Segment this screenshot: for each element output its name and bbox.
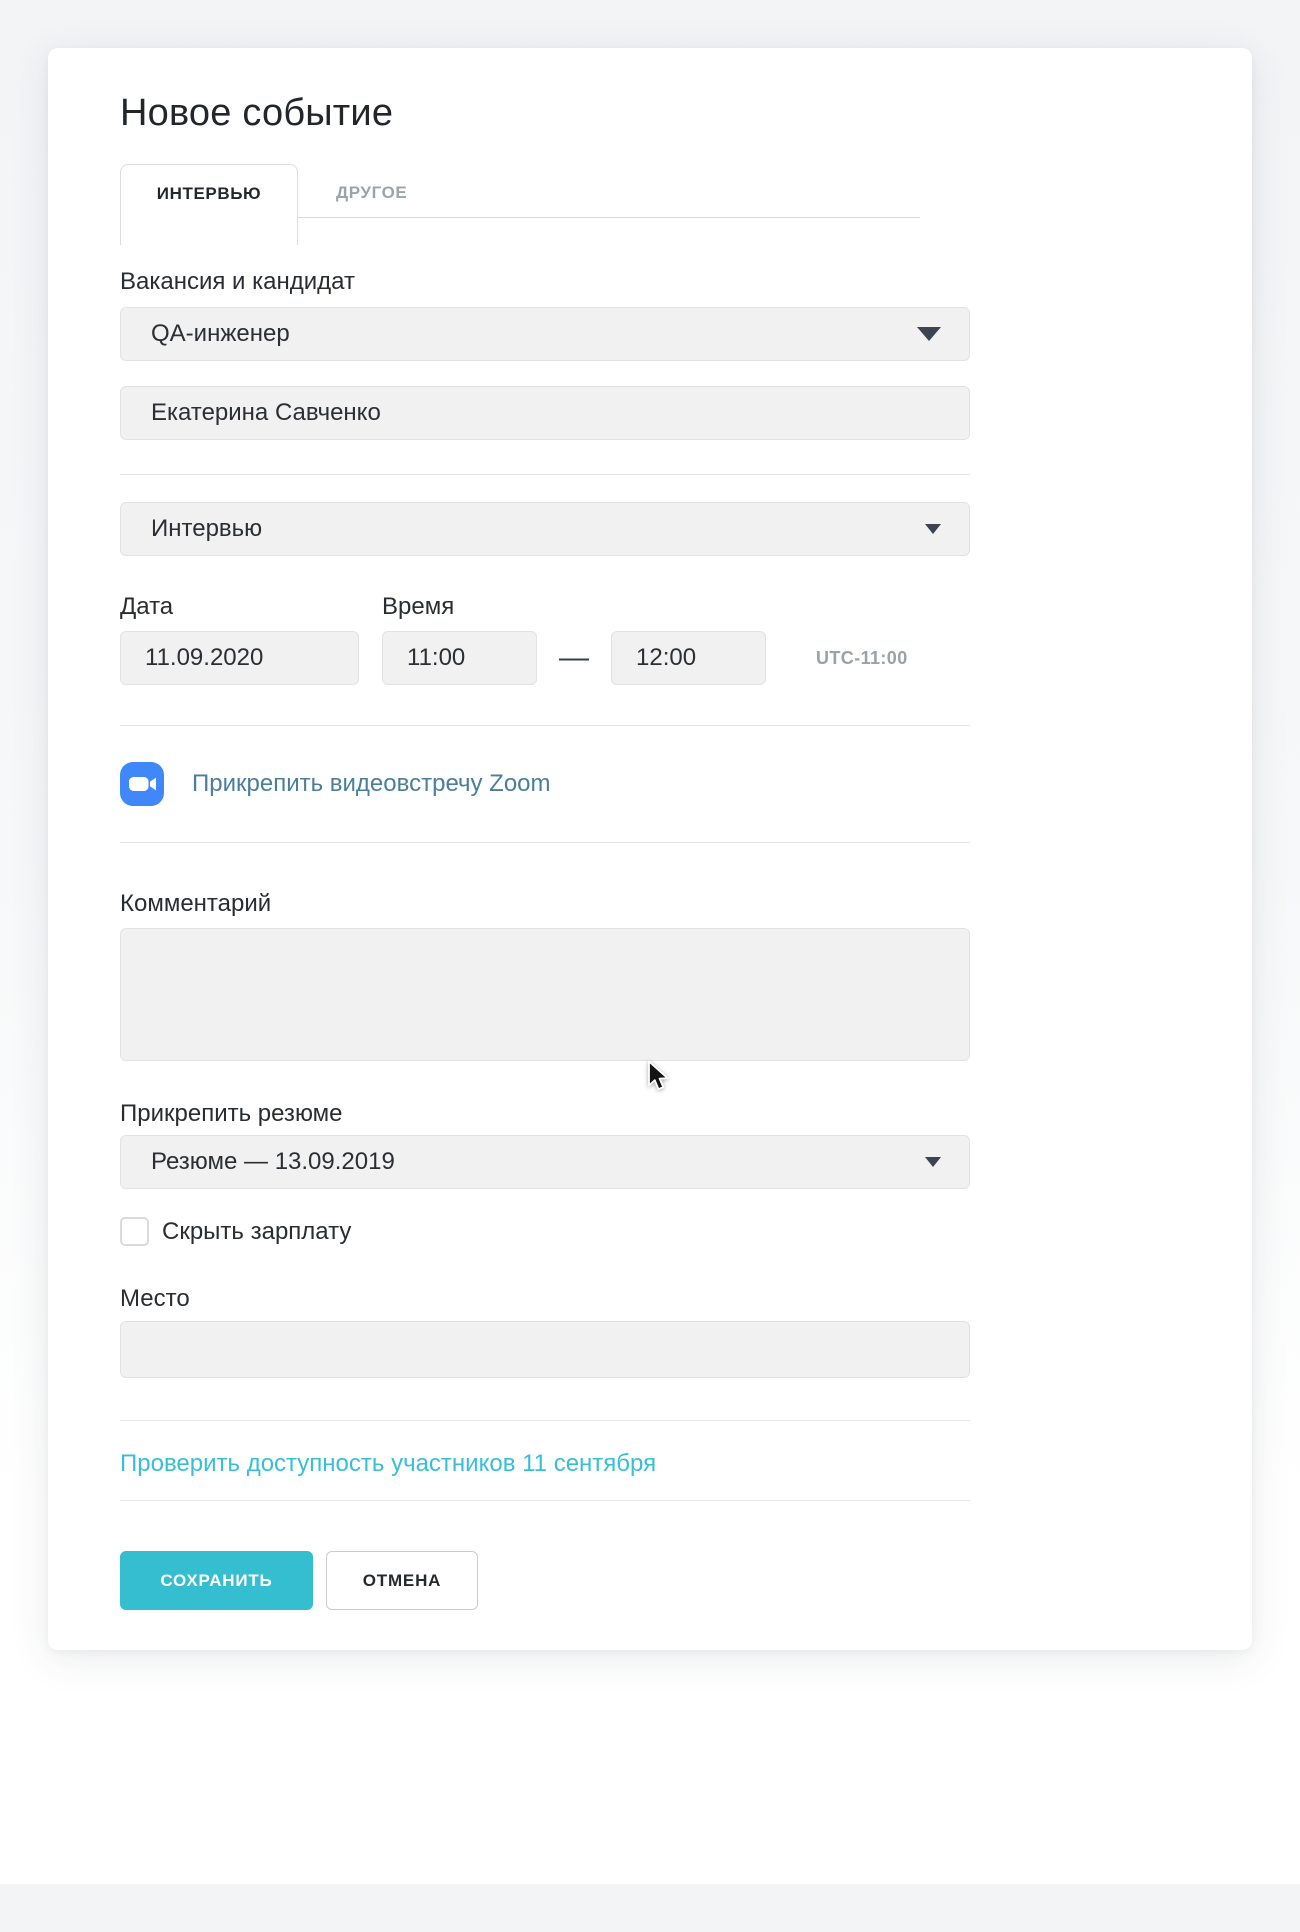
hide-salary-label: Скрыть зарплату [162, 1217, 352, 1245]
divider [120, 474, 970, 475]
divider [120, 725, 970, 726]
candidate-input-value: Екатерина Савченко [151, 399, 381, 426]
resume-select-value: Резюме — 13.09.2019 [151, 1148, 395, 1175]
vacancy-select-value: QA-инженер [151, 320, 290, 347]
mouse-cursor-icon [646, 1060, 672, 1094]
attach-zoom-meeting-link[interactable]: Прикрепить видеовстречу Zoom [192, 770, 551, 797]
page-background [0, 48, 1300, 1932]
cancel-button[interactable] [326, 1551, 478, 1610]
time-label: Время [382, 593, 455, 620]
hide-salary-row[interactable] [120, 1217, 970, 1246]
save-button[interactable] [120, 1551, 313, 1610]
time-range-dash: — [559, 641, 589, 674]
dialog-actions [120, 1551, 970, 1610]
chevron-down-icon [917, 327, 941, 341]
resume-select[interactable] [120, 1135, 970, 1189]
check-availability-link[interactable]: Проверить доступность участников 11 сентября [120, 1450, 657, 1477]
time-end-input[interactable] [611, 631, 766, 685]
cancel-button-label: ОТМЕНА [362, 1570, 442, 1590]
tab-other[interactable] [336, 183, 407, 203]
timezone-text: UTC-11:00 [816, 647, 908, 668]
place-label: Место [120, 1285, 190, 1312]
zoom-video-camera-icon [120, 762, 164, 806]
date-label: Дата [120, 593, 174, 620]
vacancy-and-candidate-label: Вакансия и кандидат [120, 268, 355, 295]
comment-textarea[interactable] [120, 928, 970, 1061]
event-type-select[interactable] [120, 502, 970, 556]
event-type-tabs [120, 164, 970, 245]
page-title: Новое событие [120, 92, 394, 134]
divider [120, 1500, 970, 1501]
place-input[interactable] [120, 1321, 970, 1378]
hide-salary-checkbox[interactable] [120, 1217, 149, 1246]
chevron-down-icon [925, 1157, 941, 1167]
divider [120, 1420, 970, 1421]
new-event-dialog [48, 48, 1252, 1650]
date-time-row [120, 631, 970, 685]
time-start-value: 11:00 [407, 644, 466, 671]
date-time-labels [120, 590, 970, 624]
date-input[interactable] [120, 631, 359, 685]
vacancy-select[interactable] [120, 307, 970, 361]
attach-zoom-meeting-row[interactable] [120, 762, 970, 806]
chevron-down-icon [925, 524, 941, 534]
tab-interview[interactable] [120, 164, 298, 245]
time-start-input[interactable] [382, 631, 537, 685]
candidate-input[interactable] [120, 386, 970, 440]
save-button-label: СОХРАНИТЬ [160, 1570, 273, 1590]
attach-resume-label: Прикрепить резюме [120, 1100, 343, 1127]
tab-other-label: ДРУГОЕ [336, 183, 408, 202]
comment-label: Комментарий [120, 890, 272, 917]
tab-interview-label: ИНТЕРВЬЮ [156, 184, 262, 203]
date-input-value: 11.09.2020 [145, 644, 264, 671]
divider [120, 842, 970, 843]
time-end-value: 12:00 [636, 644, 697, 671]
event-type-select-value: Интервью [151, 515, 263, 542]
